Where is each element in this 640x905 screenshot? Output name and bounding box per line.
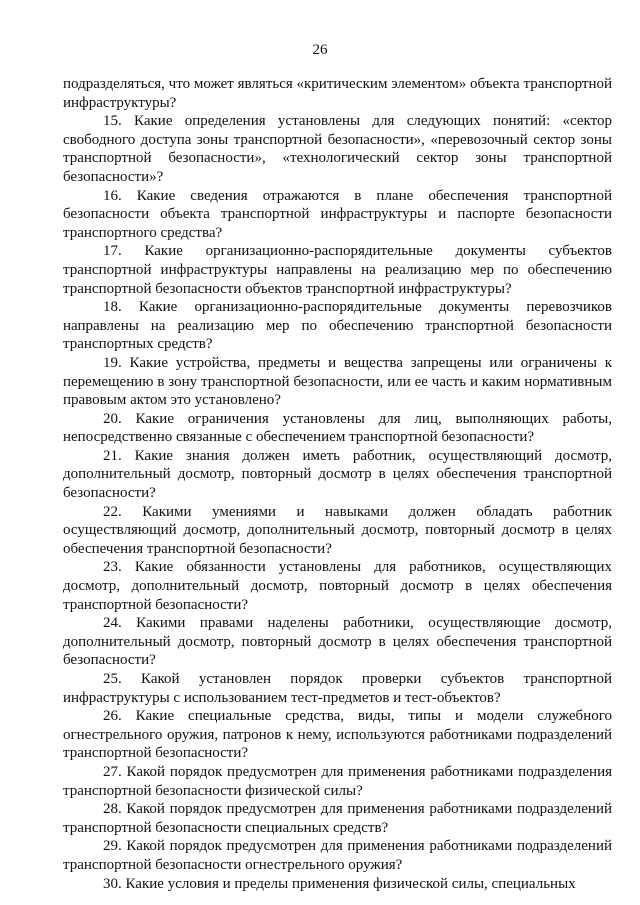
question-21: 21. Какие знания должен иметь работник, осуществляющий досмотр, дополнительный досмотр, повторный досмотр в целях обеспечения транспортной безопасности? — [63, 447, 612, 502]
question-26: 26. Какие специальные средства, виды, типы и модели служебного огнестрельного оружия, патронов к нему, используются работниками подразделений транспортной безопасности? — [63, 708, 612, 762]
page-number: 26 — [312, 42, 328, 58]
question-23: 23. Какие обязанности установлены для работников, осуществляющих досмотр, дополнительный досмотр, повторный досмотр в целях обеспечения транспортной безопасности? — [63, 559, 612, 613]
question-17: 17. Какие организационно-распорядительные документы субъектов транспортной инфраструктуры направлены на реализацию мер по обеспечению транспортной безопасности объектов транспортной инфраструктуры? — [63, 243, 612, 297]
document-body — [63, 75, 612, 893]
question-15: 15. Какие определения установлены для следующих понятий: «сектор свободного доступа зоны транспортной безопасности», «перевозочный сектор зоны транспортной безопасности», «технологический сектор зоны транспортной безопасности»? — [63, 113, 612, 185]
question-24: 24. Какими правами наделены работники, осуществляющие досмотр, дополнительный досмотр, повторный досмотр в целях обеспечения транспортной безопасности? — [63, 615, 612, 669]
question-16: 16. Какие сведения отражаются в плане обеспечения транспортной безопасности объекта транспортной инфраструктуры и паспорте безопасности транспортного средства? — [63, 187, 612, 241]
question-19: 19. Какие устройства, предметы и вещества запрещены или ограничены к перемещению в зону транспортной безопасности, или ее часть и каким нормативным правовым актом это установлено? — [63, 354, 612, 409]
question-30: 30. Какие условия и пределы применения физической силы, специальных — [103, 875, 576, 892]
question-22: 22. Какими умениями и навыками должен обладать работник осуществляющий досмотр, дополнительный досмотр, повторный досмотр в целях обеспечения транспортной безопасности? — [63, 503, 612, 557]
question-28: 28. Какой порядок предусмотрен для применения работниками подразделений транспортной безопасности специальных средств? — [63, 801, 612, 836]
question-20: 20. Какие ограничения установлены для лиц, выполняющих работы, непосредственно связанные с обеспечением транспортной безопасности? — [63, 410, 612, 446]
question-25: 25. Какой установлен порядок проверки субъектов транспортной инфраструктуры с использованием тест-предметов и тест-объектов? — [63, 671, 612, 706]
question-29: 29. Какой порядок предусмотрен для применения работниками подразделений транспортной безопасности огнестрельного оружия? — [63, 838, 612, 873]
paragraph-continuation: подразделяться, что может являться «критическим элементом» объекта транспортной инфраструктуры? — [63, 76, 612, 111]
question-27: 27. Какой порядок предусмотрен для применения работниками подразделения транспортной безопасности физической силы? — [63, 763, 612, 799]
question-18: 18. Какие организационно-распорядительные документы перевозчиков направлены на реализацию мер по обеспечению транспортной безопасности транспортных средств? — [63, 299, 612, 353]
